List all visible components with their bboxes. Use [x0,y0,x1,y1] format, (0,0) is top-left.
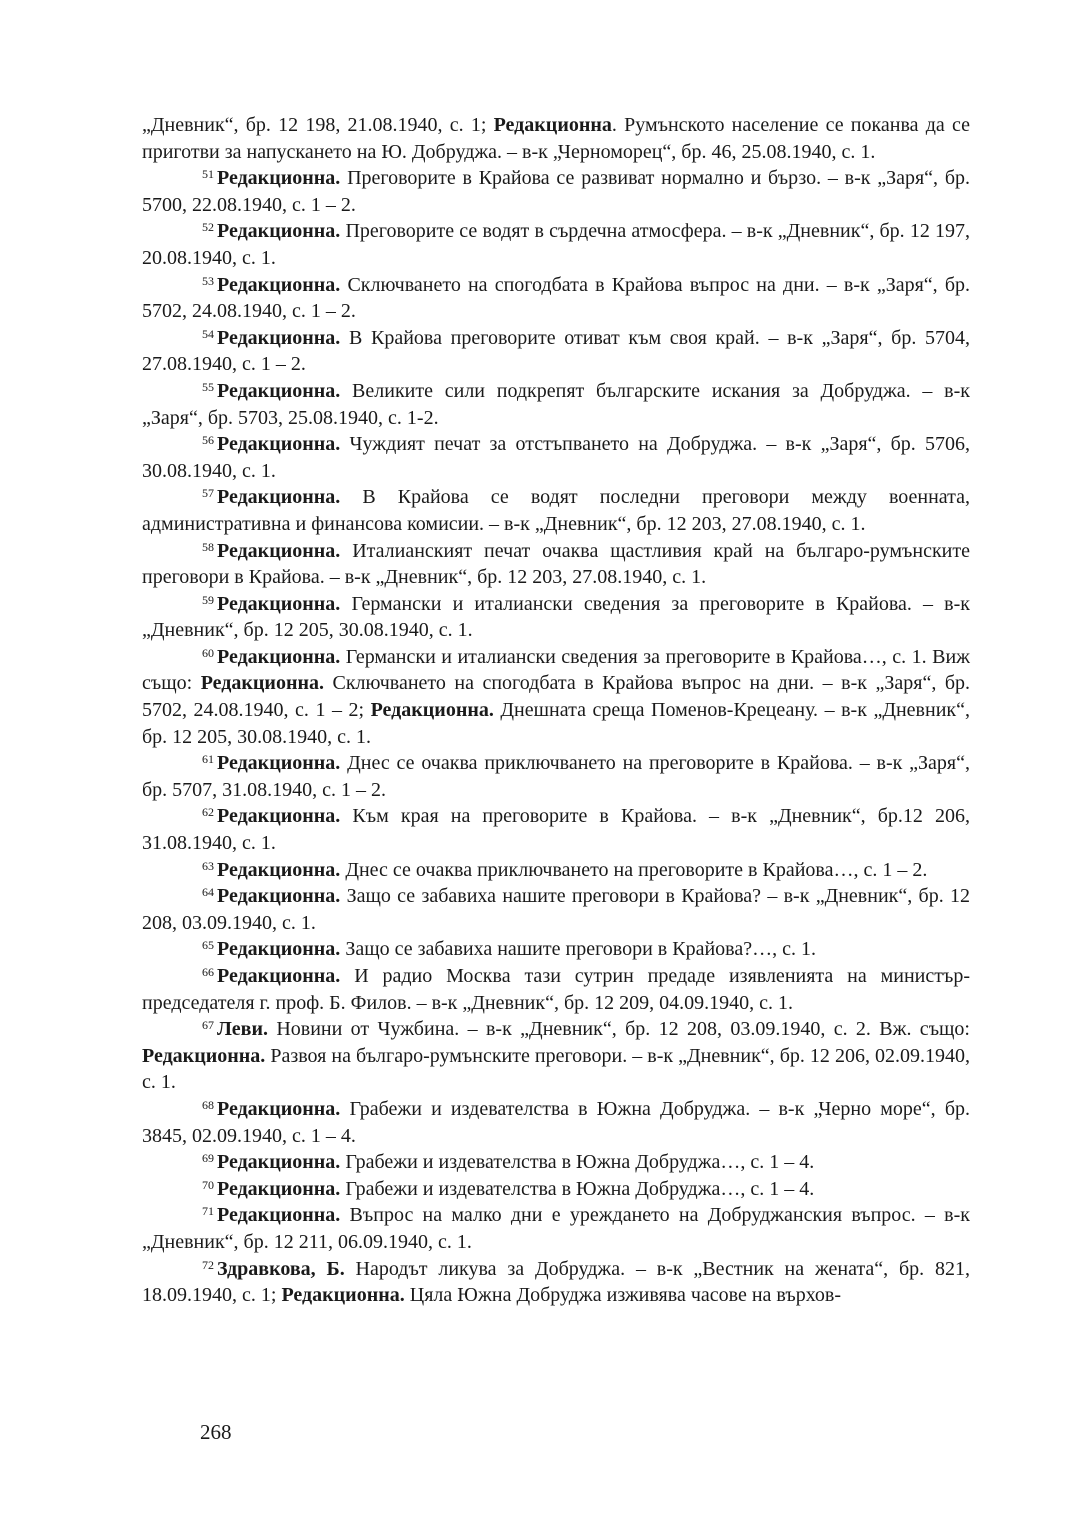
footnote-text: Великите сили подкрепят българските искания за Добруджа. – в-к „Заря“, бр. 5703, 25.08.1940, с. 1-2. [142,379,970,429]
footnote-text: Новини от Чужбина. – в-к „Дневник“, бр. 12 208, 03.09.1940, с. 2. Вж. също: [267,1018,970,1041]
footnote-text: Към края на преговорите в Крайова. – в-к „Дневник“, бр.12 206, 31.08.1940, с. 1. [142,805,970,855]
footnote-text: Цяла Южна Добруджа изживява часове на върхов- [404,1284,842,1307]
footnotes-block [142,112,970,1309]
footnote-text: Чуждият печат за отстъпването на Добруджа. – в-к „Заря“, бр. 5706, 30.08.1940, с. 1. [142,433,970,482]
footnote-author: Редакционна. [217,167,341,190]
footnote [142,883,970,936]
footnote-number: 61 [202,752,214,767]
footnote-text: Германски и италиански сведения за преговорите в Крайова. – в-к „Дневник“, бр. 12 205, 30.08.1940, с. 1. [142,592,970,642]
footnote-number: 65 [202,938,214,953]
footnote-author: Редакционна. [217,805,341,828]
footnote [142,1016,970,1096]
footnote [142,272,970,325]
footnote-text: Преговорите се водят в сърдечна атмосфера. – в-к „Дневник“, бр. 12 197, 20.08.1940, с. 1. [142,220,970,269]
footnote [142,644,970,750]
footnote-text: Днес се очаква приключването на преговорите в Крайова…, с. 1 – 2. [340,858,928,881]
footnote-number: 52 [202,220,214,235]
footnote-text: И радио Москва тази сутрин предаде изявленията на министър-председателя г. проф. Б. Филов. – в-к „Дневник“, бр. 12 209, 04.09.1940, с. 1. [142,965,970,1014]
footnote-text: . Румънското население се поканва да се приготви за напускането на Ю. Добруджа. – в-к „Черноморец“, бр. 46, 25.08.1940, с. 1. [142,114,971,163]
footnote-number: 57 [202,486,214,501]
footnote-author: Редакционна. [217,1204,341,1227]
footnote-number: 51 [202,167,214,182]
footnote-number: 62 [202,805,214,820]
footnote [142,591,970,644]
footnote-number: 72 [202,1257,214,1272]
footnote [142,857,970,884]
footnote-author: Редакционна. [217,858,341,881]
footnote-author: Здравкова, Б. [217,1257,345,1280]
footnote-text: Въпрос на малко дни е уреждането на Добруджанския въпрос. – в-к „Дневник“, бр. 12 211, 06.09.1940, с. 1. [142,1204,970,1253]
footnote [142,750,970,803]
footnote-author: Редакционна. [217,938,341,961]
footnote [142,538,970,591]
footnote-author: Редакционна. [217,1097,341,1120]
footnote-text: Сключването на спогодбата в Крайова въпрос на дни. – в-к „Заря“, бр. 5702, 24.08.1940, с. 1 – 2; [142,672,970,722]
footnote-number: 68 [202,1097,214,1112]
footnote-author: Редакционна. [217,965,341,987]
footnote-author: Редакционна. [217,885,341,908]
footnote-text: Развоя на българо-румънските преговори. – в-к „Дневник“, бр. 12 206, 02.09.1940, с. 1. [142,1044,970,1094]
page-number: 268 [200,1420,232,1444]
footnote-number: 64 [202,885,214,900]
footnote-number: 69 [202,1151,214,1166]
footnote-author: Редакционна. [370,699,494,722]
footnote-text: Сключването на спогодбата в Крайова въпрос на дни. – в-к „Заря“, бр. 5702, 24.08.1940, с. 1 – 2. [142,273,970,323]
footnote-text: Грабежи и издевателства в Южна Добруджа…, с. 1 – 4. [340,1177,815,1200]
footnote-author: Редакционна. [217,326,341,349]
footnote-number: 54 [202,326,214,341]
footnote-author: Редакционна. [217,592,341,615]
footnote-author: Редакционна. [217,752,341,775]
footnote-text: Народът ликува за Добруджа. – в-к „Вестник на жената“, бр. 821, 18.09.1940, с. 1; [142,1257,971,1307]
footnote-author: Редакционна. [217,273,341,296]
footnote-author: Редакционна. [217,539,341,562]
footnote-text: Защо се забавиха нашите преговори в Крайова?…, с. 1. [340,938,816,961]
footnote-author: Редакционна. [217,379,341,402]
footnote [142,1176,970,1203]
footnote-author: Редакционна. [217,486,341,509]
footnote-author: Леви. [217,1018,268,1041]
footnote-number: 70 [202,1177,214,1192]
footnote-number: 66 [202,965,214,979]
footnote-text: В Крайова се водят последни преговори между военната, административна и финансова комисии. – в-к „Дневник“, бр. 12 203, 27.08.1940, с. 1. [142,486,970,535]
footnote [142,484,970,537]
footnote [142,378,970,431]
footnote-number: 60 [202,645,214,660]
footnote-author: Редакционна. [217,1177,341,1200]
footnote-number: 71 [202,1204,214,1219]
footnote-text: Защо се забавиха нашите преговори в Крайова? – в-к „Дневник“, бр. 12 208, 03.09.1940, с. 1. [142,885,970,934]
footnote-text: Германски и италиански сведения за преговорите в Крайова…, с. 1. Виж също: [142,645,970,695]
footnote-number: 56 [202,433,214,448]
footnote [142,1202,970,1255]
footnote-author: Редакционна. [142,1044,266,1067]
footnote-text: Грабежи и издевателства в Южна Добруджа…, с. 1 – 4. [340,1151,815,1174]
footnote [142,1096,970,1149]
footnote-text: Преговорите в Крайова се развиват нормално и бързо. – в-к „Заря“, бр. 5700, 22.08.1940, с. 1 – 2. [142,167,970,216]
footnote [142,112,970,165]
footnote [142,165,970,218]
footnote [142,963,970,1016]
footnote-text: В Крайова преговорите отиват към своя край. – в-к „Заря“, бр. 5704, 27.08.1940, с. 1 – 2. [142,326,970,376]
footnote-text: Италианският печат очаква щастливия край на българо-румънските преговори в Крайова. – в-к „Дневник“, бр. 12 203, 27.08.1940, с. 1. [142,539,970,589]
footnote-text: Грабежи и издевателства в Южна Добруджа. – в-к „Черно море“, бр. 3845, 02.09.1940, с. 1 – 4. [142,1097,970,1147]
footnote-author: Редакционна. [217,645,341,668]
footnote-number: 58 [202,539,214,554]
footnote [142,1149,970,1176]
footnote-number: 53 [202,273,214,288]
footnote-number: 63 [202,858,214,873]
footnote [142,803,970,856]
footnote-author: Редакционна. [217,220,341,243]
footnote-text: „Дневник“, бр. 12 198, 21.08.1940, с. 1; [142,114,494,136]
footnote-text: Днешната среща Поменов-Крецеану. – в-к „Дневник“, бр. 12 205, 30.08.1940, с. 1. [142,699,970,748]
footnote-number: 59 [202,592,214,607]
footnote-number: 67 [202,1018,214,1033]
footnote [142,936,970,963]
footnote-text: Днес се очаква приключването на преговорите в Крайова. – в-к „Заря“, бр. 5707, 31.08.1940, с. 1 – 2. [142,752,970,801]
footnote-number: 55 [202,379,214,394]
footnote-author: Редакционна [493,114,612,136]
footnote-author: Редакционна. [281,1284,405,1307]
footnote-author: Редакционна. [200,672,324,695]
footnote [142,218,970,271]
footnote [142,325,970,378]
footnote [142,1256,970,1309]
footnote-author: Редакционна. [217,433,341,456]
footnote-author: Редакционна. [217,1151,341,1174]
footnote [142,431,970,484]
